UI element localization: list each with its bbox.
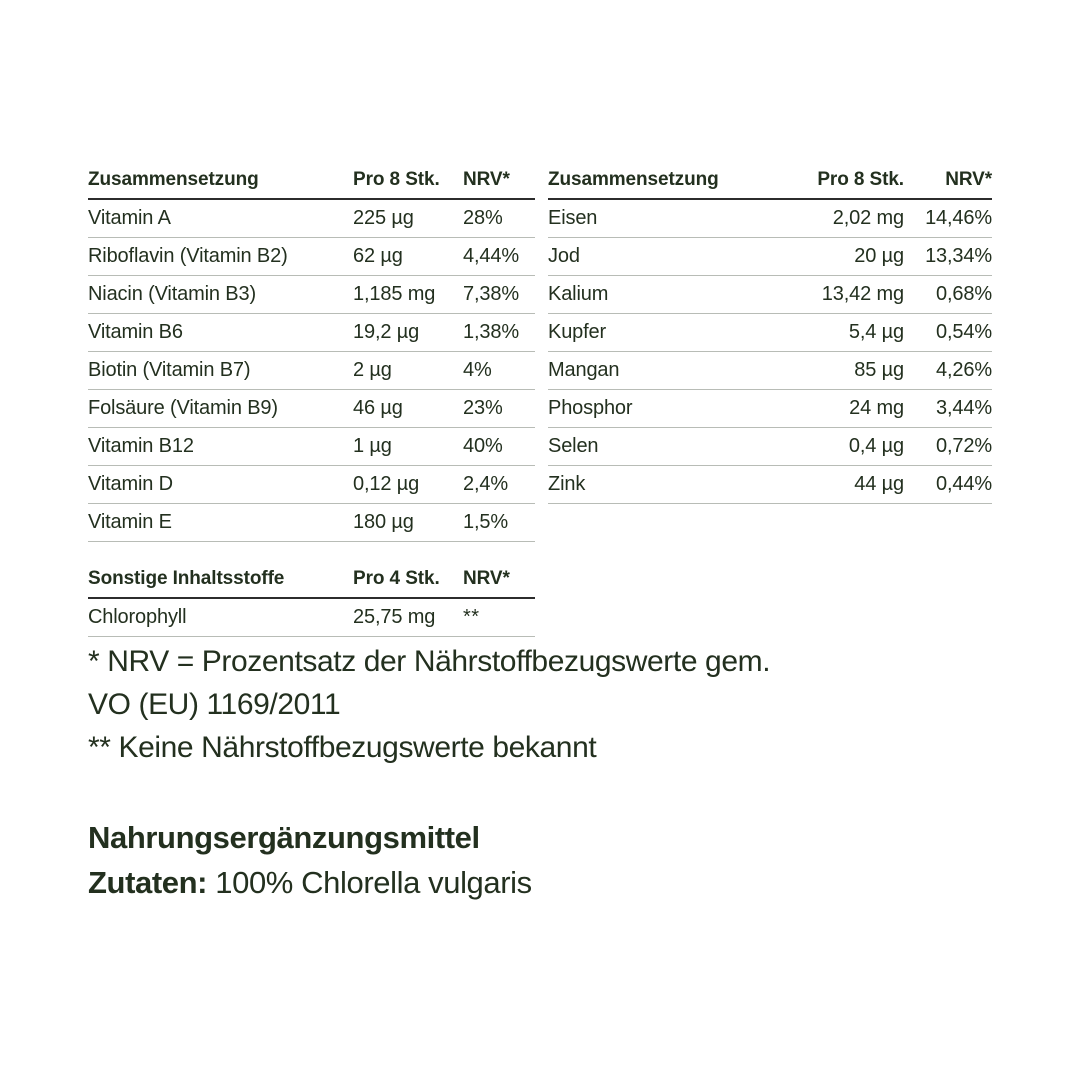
- table-row: [88, 199, 535, 238]
- table-row: [548, 390, 992, 428]
- table-row: [548, 352, 992, 390]
- nutrient-amount: 13,42 mg: [794, 276, 904, 314]
- nutrient-amount: 225 µg: [353, 199, 463, 238]
- tables-region: [88, 165, 992, 637]
- table-header-row: [548, 165, 992, 199]
- table-row: [88, 238, 535, 276]
- nutrient-amount: 1,185 mg: [353, 276, 463, 314]
- other-ingredients-table: [88, 564, 535, 637]
- table-row: [548, 428, 992, 466]
- table-header-row: [88, 564, 535, 598]
- column-header-nrv: NRV*: [904, 165, 992, 199]
- minerals-table-body: [548, 199, 992, 504]
- nutrient-nrv: 28%: [463, 199, 535, 238]
- left-table-column: [88, 165, 535, 637]
- minerals-table-head: [548, 165, 992, 199]
- vitamins-table-head: [88, 165, 535, 199]
- table-row: [548, 199, 992, 238]
- nutrient-name: Vitamin A: [88, 199, 353, 238]
- table-row: [88, 428, 535, 466]
- other-ingredients-table-body: [88, 598, 535, 637]
- table-row: [548, 314, 992, 352]
- nutrient-name: Folsäure (Vitamin B9): [88, 390, 353, 428]
- table-row: [88, 314, 535, 352]
- table-header-row: [88, 165, 535, 199]
- table-row: [548, 238, 992, 276]
- nutrient-name: Niacin (Vitamin B3): [88, 276, 353, 314]
- nutrient-nrv: 0,72%: [904, 428, 992, 466]
- nutrient-amount: 5,4 µg: [794, 314, 904, 352]
- nutrient-nrv: **: [463, 598, 535, 637]
- ingredients-line: [88, 860, 988, 905]
- nutrient-nrv: 7,38%: [463, 276, 535, 314]
- minerals-table: [548, 165, 992, 504]
- nutrient-amount: 180 µg: [353, 504, 463, 542]
- footnote-regulation-ref: VO (EU) 1169/2011: [88, 688, 341, 721]
- nutrient-nrv: 14,46%: [904, 199, 992, 238]
- ingredients-value: 100% Chlorella vulgaris: [207, 865, 532, 900]
- nutrient-amount: 24 mg: [794, 390, 904, 428]
- nutrient-nrv: 13,34%: [904, 238, 992, 276]
- nutrient-nrv: 4,44%: [463, 238, 535, 276]
- nutrient-nrv: 1,5%: [463, 504, 535, 542]
- declaration-block: [88, 815, 988, 905]
- nutrient-name: Vitamin B6: [88, 314, 353, 352]
- column-header-amount: Pro 8 Stk.: [794, 165, 904, 199]
- vitamins-table-body: [88, 199, 535, 542]
- nutrient-nrv: 4%: [463, 352, 535, 390]
- nutrient-nrv: 4,26%: [904, 352, 992, 390]
- nutrient-name: Phosphor: [548, 390, 794, 428]
- footnote-no-nrv-known: ** Keine Nährstoffbezugswerte bekannt: [88, 731, 597, 764]
- nutrient-name: Zink: [548, 466, 794, 504]
- nutrient-nrv: 0,68%: [904, 276, 992, 314]
- column-header-amount: Pro 8 Stk.: [353, 165, 463, 199]
- table-row: [88, 276, 535, 314]
- table-row: [88, 466, 535, 504]
- nutrient-name: Jod: [548, 238, 794, 276]
- nutrient-amount: 2 µg: [353, 352, 463, 390]
- nutrient-name: Biotin (Vitamin B7): [88, 352, 353, 390]
- column-header-amount: Pro 4 Stk.: [353, 564, 463, 598]
- nutrient-amount: 25,75 mg: [353, 598, 463, 637]
- nutrient-name: Kalium: [548, 276, 794, 314]
- column-header-composition: Zusammensetzung: [548, 165, 794, 199]
- footnote-nrv-definition: * NRV = Prozentsatz der Nährstoffbezugswerte gem.: [88, 645, 771, 678]
- table-row: [88, 598, 535, 637]
- table-row: [88, 352, 535, 390]
- nutrient-nrv: 23%: [463, 390, 535, 428]
- nutrient-name: Vitamin B12: [88, 428, 353, 466]
- nutrient-nrv: 0,54%: [904, 314, 992, 352]
- nutrient-name: Mangan: [548, 352, 794, 390]
- nutrient-amount: 85 µg: [794, 352, 904, 390]
- nutrient-nrv: 3,44%: [904, 390, 992, 428]
- other-ingredients-table-head: [88, 564, 535, 598]
- nutrient-amount: 44 µg: [794, 466, 904, 504]
- column-header-other-ingredients: Sonstige Inhaltsstoffe: [88, 564, 353, 598]
- table-columns: [88, 165, 992, 637]
- nutrient-name: Vitamin E: [88, 504, 353, 542]
- column-header-nrv: NRV*: [463, 564, 535, 598]
- nutrient-nrv: 40%: [463, 428, 535, 466]
- nutrient-nrv: 1,38%: [463, 314, 535, 352]
- table-row: [88, 390, 535, 428]
- nutrient-name: Eisen: [548, 199, 794, 238]
- nutrient-nrv: 0,44%: [904, 466, 992, 504]
- footnotes-block: [88, 640, 988, 769]
- nutrient-amount: 2,02 mg: [794, 199, 904, 238]
- nutrient-amount: 62 µg: [353, 238, 463, 276]
- nutrient-name: Kupfer: [548, 314, 794, 352]
- ingredients-label: Zutaten:: [88, 865, 208, 900]
- table-row: [548, 276, 992, 314]
- nutrient-amount: 46 µg: [353, 390, 463, 428]
- nutrient-nrv: 2,4%: [463, 466, 535, 504]
- product-type-label: Nahrungsergänzungsmittel: [88, 820, 480, 855]
- vitamins-table: [88, 165, 535, 542]
- table-row: [548, 466, 992, 504]
- nutrient-amount: 19,2 µg: [353, 314, 463, 352]
- nutrient-amount: 0,12 µg: [353, 466, 463, 504]
- nutrient-name: Riboflavin (Vitamin B2): [88, 238, 353, 276]
- column-header-nrv: NRV*: [463, 165, 535, 199]
- nutrient-amount: 0,4 µg: [794, 428, 904, 466]
- nutrient-name: Chlorophyll: [88, 598, 353, 637]
- nutrient-name: Vitamin D: [88, 466, 353, 504]
- table-row: [88, 504, 535, 542]
- column-header-composition: Zusammensetzung: [88, 165, 353, 199]
- nutrient-amount: 1 µg: [353, 428, 463, 466]
- nutrient-name: Selen: [548, 428, 794, 466]
- other-ingredients-section: [88, 564, 535, 637]
- nutrient-amount: 20 µg: [794, 238, 904, 276]
- right-table-column: [548, 165, 992, 504]
